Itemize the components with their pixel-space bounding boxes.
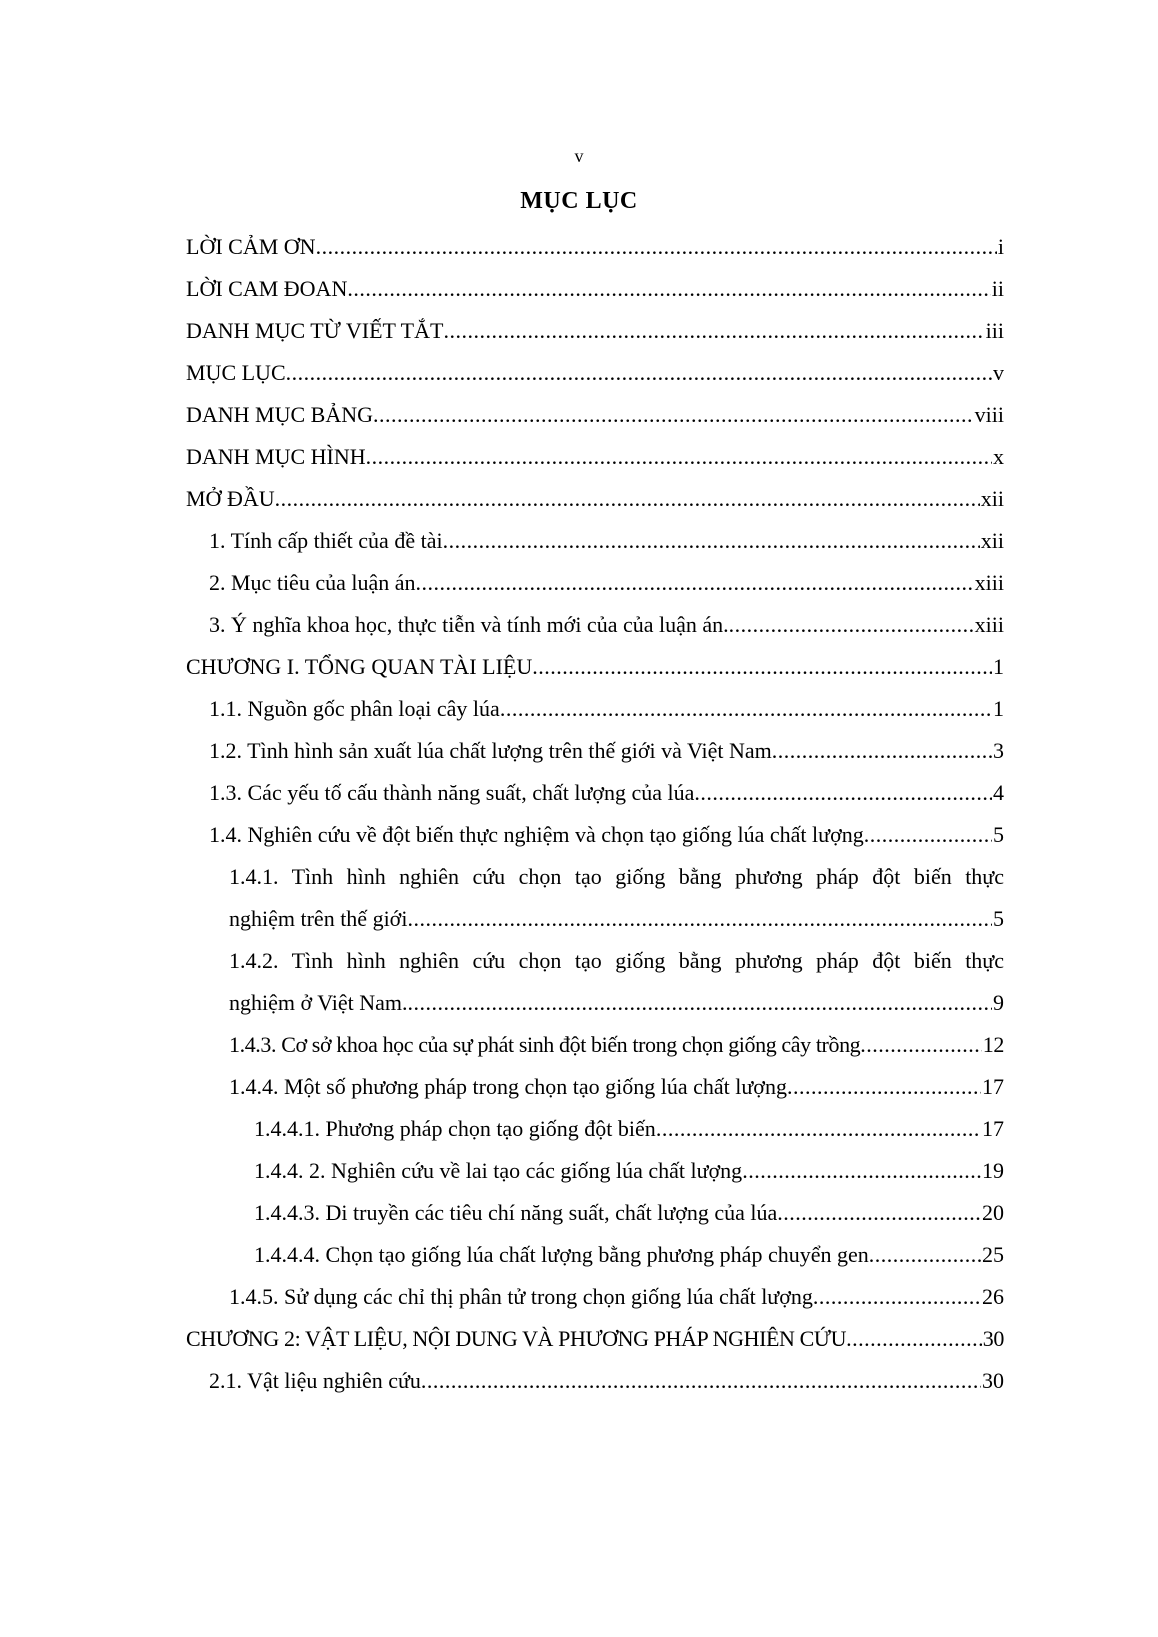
toc-entry-text: DANH MỤC HÌNH [186,444,366,469]
toc-entry-danh-muc-tu-viet-tat[interactable] [186,310,1004,352]
toc-entry-page: 20 [982,1200,1004,1225]
toc-entry-loi-cam-doan[interactable] [186,268,1004,310]
toc-entry-1-3[interactable] [186,772,1004,814]
toc-entry-text: 1.4.4.4. Chọn tạo giống lúa chất lượng bằng phương pháp chuyển gen [254,1242,869,1267]
toc-entry-second-line [229,982,1004,1024]
toc-entry-mo-dau[interactable] [186,478,1004,520]
toc-entry-text: 1.1. Nguồn gốc phân loại cây lúa [209,696,500,721]
toc-entry-page: 26 [982,1284,1004,1309]
toc-entry-1-4-4-1[interactable] [186,1108,1004,1150]
toc-entry-page: ii [991,276,1004,301]
toc-entry-page: 5 [993,906,1004,931]
toc-entry-1-4-4-4[interactable] [186,1234,1004,1276]
toc-entry-second-line [229,898,1004,940]
dot-leader [729,604,974,646]
toc-entry-text: 3. Ý nghĩa khoa học, thực tiễn và tính mới của của luận án. [209,612,729,637]
toc-entry-text: 1.2. Tình hình sản xuất lúa chất lượng trên thế giới và Việt Nam [209,738,772,763]
toc-entry-text-line1: 1.4.2. Tình hình nghiên cứu chọn tạo giống bằng phương pháp đột biến thực [229,948,1004,973]
toc-entry-chuong-1[interactable] [186,646,1004,688]
dot-leader [772,730,992,772]
dot-leader [656,1108,981,1150]
dot-leader [846,1318,982,1360]
toc-entry-page: 5 [993,822,1004,847]
toc-entry-page: 4 [993,780,1004,805]
toc-entry-text: DANH MỤC TỪ VIẾT TẮT [186,318,444,343]
toc-entry-text: 1.4. Nghiên cứu về đột biến thực nghiệm và chọn tạo giống lúa chất lượng [209,822,864,847]
toc-entry-text: 1.3. Các yếu tố cấu thành năng suất, chất lượng của lúa [209,780,695,805]
toc-entry-page: x [993,444,1004,469]
dot-leader [416,562,974,604]
dot-leader [869,1234,981,1276]
page-number: v [574,146,584,166]
toc-entry-1-4-4-3[interactable] [186,1192,1004,1234]
toc-entry-page: xii [980,486,1004,511]
dot-leader [500,688,992,730]
toc-entry-y-nghia[interactable] [186,604,1004,646]
toc-entry-text: 1.4.3. Cơ sở khoa học của sự phát sinh đột biến trong chọn giống cây trồng [229,1032,861,1057]
toc-entry-text: 2.1. Vật liệu nghiên cứu [209,1368,421,1393]
toc-entry-text-line1: 1.4.1. Tình hình nghiên cứu chọn tạo giống bằng phương pháp đột biến thực [229,864,1004,889]
toc-entry-muc-tieu[interactable] [186,562,1004,604]
toc-entry-1-4-2[interactable] [186,940,1004,1024]
dot-leader [787,1066,981,1108]
toc-entry-page: viii [974,402,1004,427]
dot-leader [408,982,992,1024]
toc-entry-page: 17 [982,1074,1004,1099]
toc-entry-text: DANH MỤC BẢNG [186,402,374,427]
toc-entry-1-4[interactable] [186,814,1004,856]
toc-entry-page: 9 [993,990,1004,1015]
toc-entry-page: 3 [993,738,1004,763]
toc-entry-text: 1. Tính cấp thiết của đề tài [209,528,443,553]
toc-entry-text-line2: nghiệm ở Việt Nam. [229,990,408,1015]
toc-entry-1-1[interactable] [186,688,1004,730]
page-title: MỤC LỤC [520,188,638,214]
dot-leader [777,1192,981,1234]
toc-entry-page: 30 [982,1326,1004,1351]
toc-entry-chuong-2[interactable] [186,1318,1004,1360]
toc-entry-page: xiii [974,570,1004,595]
toc-entry-page: 19 [982,1158,1004,1183]
dot-leader [286,352,992,394]
dot-leader [443,520,980,562]
dot-leader [373,394,974,436]
table-of-contents [186,226,1004,1402]
toc-entry-danh-muc-bang[interactable] [186,394,1004,436]
toc-entry-text: MỤC LỤC [186,360,286,385]
dot-leader [532,646,992,688]
toc-entry-text: MỞ ĐẦU [186,486,275,511]
dot-leader [421,1360,981,1402]
toc-entry-text: 1.4.5. Sử dụng các chỉ thị phân tử trong chọn giống lúa chất lượng [229,1284,813,1309]
dot-leader [316,226,997,268]
toc-entry-danh-muc-hinh[interactable] [186,436,1004,478]
toc-entry-text: LỜI CẢM ƠN [186,234,316,259]
toc-entry-text: 1.4.4. 2. Nghiên cứu về lai tạo các giống lúa chất lượng [254,1158,743,1183]
toc-entry-page: 17 [982,1116,1004,1141]
toc-entry-1-4-5[interactable] [186,1276,1004,1318]
toc-entry-loi-cam-on[interactable] [186,226,1004,268]
toc-entry-1-4-4[interactable] [186,1066,1004,1108]
toc-entry-page: 12 [982,1032,1004,1057]
toc-entry-page: xiii [974,612,1004,637]
dot-leader [275,478,980,520]
dot-leader [694,772,992,814]
toc-entry-page: 25 [982,1242,1004,1267]
toc-entry-text: 2. Mục tiêu của luận án [209,570,416,595]
dot-leader [443,310,984,352]
toc-entry-2-1[interactable] [186,1360,1004,1402]
dot-leader [366,436,992,478]
toc-entry-text: 1.4.4.1. Phương pháp chọn tạo giống đột biến [254,1116,656,1141]
dot-leader [407,898,992,940]
toc-entry-page: iii [985,318,1004,343]
toc-entry-page: 1 [993,654,1004,679]
toc-entry-tinh-cap-thiet[interactable] [186,520,1004,562]
toc-entry-text: 1.4.4. Một số phương pháp trong chọn tạo giống lúa chất lượng [229,1074,787,1099]
toc-entry-text: LỜI CAM ĐOAN [186,276,348,301]
toc-entry-1-4-1[interactable] [186,856,1004,940]
dot-leader [813,1276,981,1318]
dot-leader [742,1150,981,1192]
toc-entry-1-4-4-2[interactable] [186,1150,1004,1192]
toc-entry-text: CHƯƠNG I. TỔNG QUAN TÀI LIỆU [186,654,533,679]
dot-leader [860,1024,982,1066]
dot-leader [864,814,992,856]
toc-entry-page: 1 [993,696,1004,721]
toc-entry-page: i [997,234,1004,259]
toc-entry-1-2[interactable] [186,730,1004,772]
toc-entry-text: CHƯƠNG 2: VẬT LIỆU, NỘI DUNG VÀ PHƯƠNG PHÁP NGHIÊN CỨU [186,1326,847,1351]
toc-entry-text: 1.4.4.3. Di truyền các tiêu chí năng suất, chất lượng của lúa [254,1200,778,1225]
toc-entry-page: v [993,360,1004,385]
toc-entry-page: xii [980,528,1004,553]
toc-entry-1-4-3[interactable] [186,1024,1004,1066]
dot-leader [347,268,990,310]
toc-entry-text-line2: nghiệm trên thế giới [229,906,408,931]
toc-entry-page: 30 [982,1368,1004,1393]
toc-entry-muc-luc[interactable] [186,352,1004,394]
